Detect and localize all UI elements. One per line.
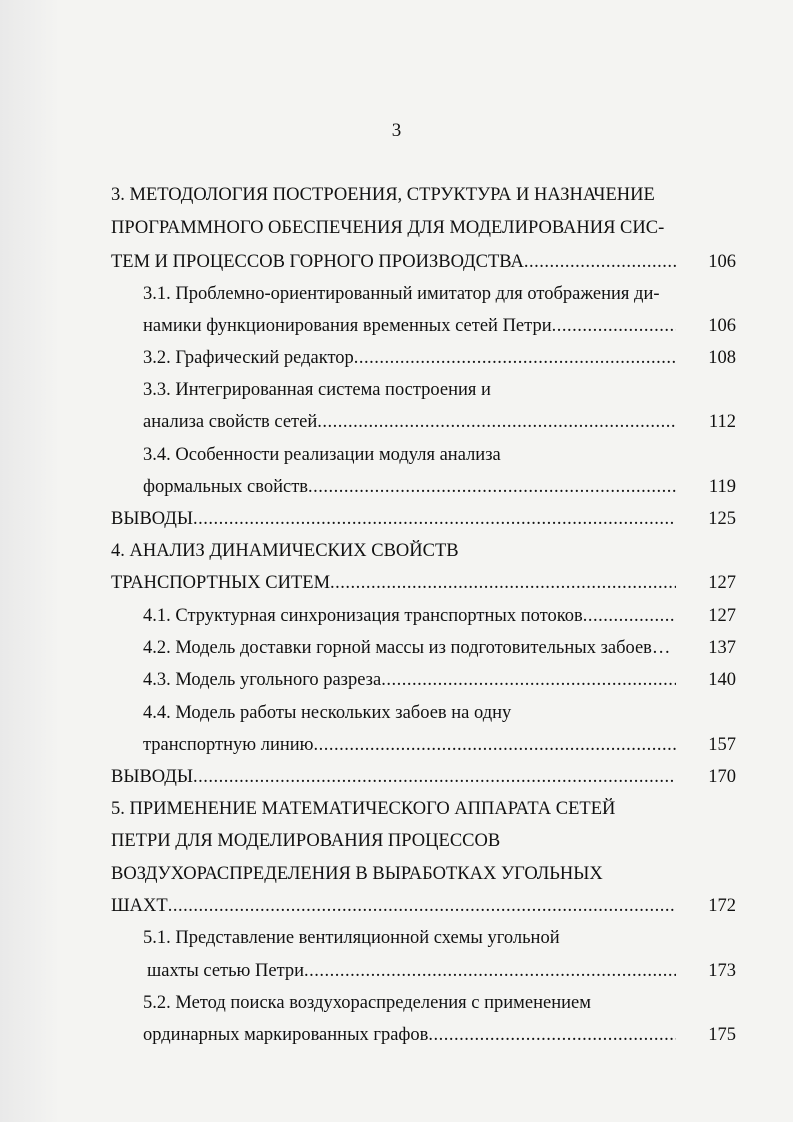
toc-chapter-3-line-1: 3. МЕТОДОЛОГИЯ ПОСТРОЕНИЯ, СТРУКТУРА И НАЗНАЧЕНИЕ: [111, 185, 655, 205]
leader-dots: [583, 605, 676, 627]
toc-chapter-4-line-2: [111, 572, 676, 594]
toc-page-number: 125: [708, 509, 736, 529]
toc-entry-text: намики функционирования временных сетей Петри: [143, 316, 552, 336]
leader-dots: [524, 251, 676, 273]
toc-entry-text: анализа свойств сетей: [143, 412, 318, 432]
toc-entry-text: ординарных маркированных графов: [143, 1025, 429, 1045]
toc-section-3-1-line-1: 3.1. Проблемно-ориентированный имитатор для отображения ди-: [143, 284, 660, 304]
leader-dots: [552, 315, 676, 337]
toc-section-5-1-line-1: 5.1. Представление вентиляционной схемы угольной: [143, 928, 560, 948]
toc-section-4-4-line-1: 4.4. Модель работы нескольких забоев на одну: [143, 703, 512, 723]
toc-entry-text: ТРАНСПОРТНЫХ СИТЕМ: [111, 573, 331, 593]
toc-entry-text: транспортную линию: [143, 735, 314, 755]
toc-section-3-3-line-1: 3.3. Интегрированная система построения и: [143, 380, 491, 400]
toc-entry-text: 4.1. Структурная синхронизация транспортных потоков: [143, 606, 583, 626]
toc-section-3-4-line-1: 3.4. Особенности реализации модуля анализа: [143, 445, 501, 465]
scan-shadow: [0, 0, 60, 1122]
toc-entry-text: ВЫВОДЫ: [111, 509, 194, 529]
toc-chapter-5-line-1: 5. ПРИМЕНЕНИЕ МАТЕМАТИЧЕСКОГО АППАРАТА СЕТЕЙ: [111, 799, 616, 819]
toc-entry-text: 3.2. Графический редактор: [143, 348, 354, 368]
leader-dots: [308, 476, 676, 498]
toc-chapter-3-line-2: ПРОГРАММНОГО ОБЕСПЕЧЕНИЯ ДЛЯ МОДЕЛИРОВАНИЯ СИС-: [111, 218, 665, 238]
toc-section-4-3: [143, 669, 676, 691]
toc-section-3-1-line-2: [143, 315, 676, 337]
toc-page-number: 173: [708, 961, 736, 981]
toc-page-number: 127: [708, 573, 736, 593]
leader-dots: [313, 734, 676, 756]
toc-entry-text: ТЕМ И ПРОЦЕССОВ ГОРНОГО ПРОИЗВОДСТВА: [111, 252, 524, 272]
toc-conclusions-4: [111, 766, 676, 788]
toc-page-number: 119: [708, 477, 736, 497]
toc-section-3-2: [143, 347, 676, 369]
toc-section-3-3-line-2: [143, 411, 676, 433]
toc-section-4-1: [143, 605, 676, 627]
toc-section-5-1-line-2: [147, 960, 676, 982]
toc-page-number: 157: [708, 735, 736, 755]
toc-conclusions-3: [111, 508, 676, 530]
toc-entry-text: ШАХТ: [111, 896, 168, 916]
toc-section-5-2-line-1: 5.2. Метод поиска воздухораспределения с применением: [143, 993, 591, 1013]
toc-chapter-4-line-1: 4. АНАЛИЗ ДИНАМИЧЕСКИХ СВОЙСТВ: [111, 541, 459, 561]
toc-chapter-5-line-3: ВОЗДУХОРАСПРЕДЕЛЕНИЯ В ВЫРАБОТКАХ УГОЛЬНЫХ: [111, 864, 603, 884]
toc-page-number: 175: [708, 1025, 736, 1045]
leader-dots: [317, 411, 676, 433]
leader-dots: [354, 347, 676, 369]
toc-chapter-5-line-4: [111, 895, 676, 917]
toc-page-number: 108: [708, 348, 736, 368]
toc-entry-text: формальных свойств: [143, 477, 309, 497]
toc-page-number: 127: [708, 606, 736, 626]
toc-section-4-4-line-2: [143, 734, 676, 756]
toc-page-number: 140: [708, 670, 736, 690]
page-number: 3: [391, 120, 402, 141]
leader-dots: [193, 508, 676, 530]
toc-page-number: 112: [708, 412, 736, 432]
toc-entry-text: ВЫВОДЫ: [111, 767, 194, 787]
leader-dots: [168, 895, 676, 917]
toc-section-3-4-line-2: [143, 476, 676, 498]
toc-section-5-2-line-2: [143, 1024, 676, 1046]
toc-section-4-2: 4.2. Модель доставки горной массы из подготовительных забоев…: [143, 638, 671, 658]
leader-dots: [193, 766, 676, 788]
toc-entry-text: 4.3. Модель угольного разреза: [143, 670, 382, 690]
toc-chapter-5-line-2: ПЕТРИ ДЛЯ МОДЕЛИРОВАНИЯ ПРОЦЕССОВ: [111, 831, 501, 851]
leader-dots: [428, 1024, 676, 1046]
toc-page-number: 137: [708, 638, 736, 658]
toc-page-number: 106: [708, 252, 736, 272]
toc-page-number: 170: [708, 767, 736, 787]
toc-page-number: 172: [708, 896, 736, 916]
leader-dots: [304, 960, 676, 982]
toc-entry-text: шахты сетью Петри: [147, 961, 305, 981]
leader-dots: [330, 572, 676, 594]
toc-page-number: 106: [708, 316, 736, 336]
toc-chapter-3-line-3: [111, 251, 676, 273]
leader-dots: [381, 669, 676, 691]
